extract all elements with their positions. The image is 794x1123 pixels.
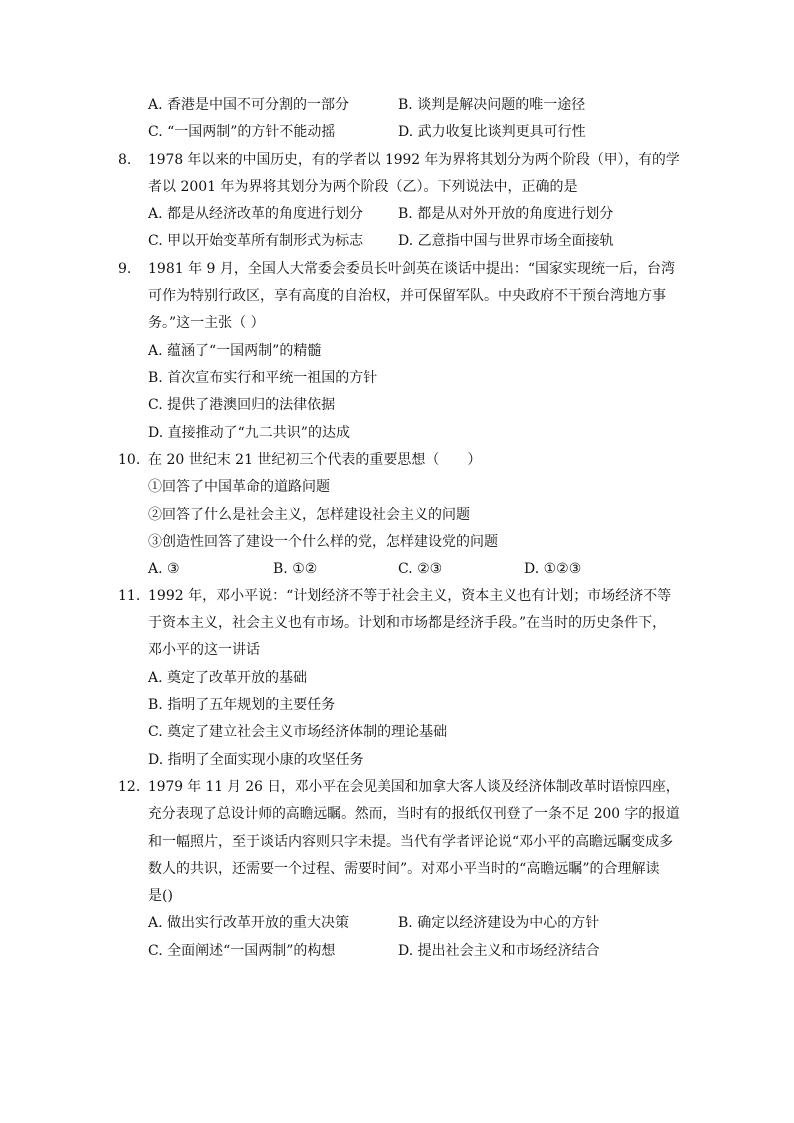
q12-option-b: B. 确定以经济建设为中心的方针 xyxy=(398,915,600,931)
q8-stem-line1: 1978 年以来的中国历史，有的学者以 1992 年为界将其划分为两个阶段（甲），有的学 xyxy=(148,152,680,168)
q8-option-c: C. 甲以开始变革所有制形式为标志 xyxy=(148,233,364,249)
q9-stem-line3: 务。”这一主张（ ） xyxy=(148,315,265,331)
q8-option-a: A. 都是从经济改革的角度进行划分 xyxy=(148,206,364,222)
q11-option-c: C. 奠定了建立社会主义市场经济体制的理论基础 xyxy=(148,724,448,740)
q10-item-2: ②回答了什么是社会主义，怎样建设社会主义的问题 xyxy=(148,507,470,523)
q11-stem-line1: 1992 年，邓小平说：“计划经济不等于社会主义，资本主义也有计划；市场经济不等 xyxy=(148,588,672,604)
q10-option-a: A. ③ xyxy=(148,561,180,577)
q10-option-c: C. ②③ xyxy=(398,561,443,577)
q12-stem-line5: 是() xyxy=(148,888,173,904)
q11-option-a: A. 奠定了改革开放的基础 xyxy=(148,670,308,686)
q12-option-d: D. 提出社会主义和市场经济结合 xyxy=(398,943,600,959)
q11-option-d: D. 指明了全面实现小康的攻坚任务 xyxy=(148,752,364,768)
q9-stem-line1: 1981 年 9 月，全国人大常委会委员长叶剑英在谈话中提出：“国家实现统一后，台湾 xyxy=(148,261,676,277)
q12-number: 12. xyxy=(118,779,141,795)
q11-number: 11. xyxy=(118,588,141,604)
q8-option-b: B. 都是从对外开放的角度进行划分 xyxy=(398,206,614,222)
q8-number: 8. xyxy=(118,152,132,168)
q11-stem-line2: 于资本主义，社会主义也有市场。计划和市场都是经济手段。”在当时的历史条件下， xyxy=(148,615,667,631)
q7-option-b: B. 谈判是解决问题的唯一途径 xyxy=(398,97,586,113)
q9-option-b: B. 首次宣布实行和平统一祖国的方针 xyxy=(148,370,378,386)
q10-item-1: ①回答了中国革命的道路问题 xyxy=(148,479,330,495)
q10-option-d: D. ①②③ xyxy=(524,561,582,577)
q9-option-d: D. 直接推动了“九二共识”的达成 xyxy=(148,425,350,441)
q12-option-a: A. 做出实行改革开放的重大决策 xyxy=(148,915,350,931)
q9-stem-line2: 可作为特别行政区，享有高度的自治权，并可保留军队。中央政府不干预台湾地方事 xyxy=(148,288,666,304)
q7-option-a: A. 香港是中国不可分割的一部分 xyxy=(148,97,350,113)
q8-stem-line2: 者以 2001 年为界将其划分为两个阶段（乙）。下列说法中，正确的是 xyxy=(148,179,578,195)
q12-option-c: C. 全面阐述“一国两制”的构想 xyxy=(148,943,336,959)
q7-option-c: C. “一国两制”的方针不能动摇 xyxy=(148,124,336,140)
q10-option-b: B. ①② xyxy=(273,561,318,577)
q9-option-a: A. 蕴涵了“一国两制”的精髓 xyxy=(148,343,322,359)
q10-stem: 在 20 世纪末 21 世纪初三个代表的重要思想（ ） xyxy=(148,452,482,468)
q11-option-b: B. 指明了五年规划的主要任务 xyxy=(148,697,336,713)
q10-number: 10. xyxy=(118,452,141,468)
q7-option-d: D. 武力收复比谈判更具可行性 xyxy=(398,124,586,140)
q9-number: 9. xyxy=(118,261,132,277)
q12-stem-line3: 和一幅照片，至于谈话内容则只字未提。当代有学者评论说“邓小平的高瞻远瞩变成多 xyxy=(148,834,674,850)
q12-stem-line4: 数人的共识，还需要一个过程、需要时间”。对邓小平当时的“高瞻远瞩”的合理解读 xyxy=(148,861,660,877)
q10-item-3: ③创造性回答了建设一个什么样的党，怎样建设党的问题 xyxy=(148,534,498,550)
q12-stem-line1: 1979 年 11 月 26 日，邓小平在会见美国和加拿大客人谈及经济体制改革时语惊四座， xyxy=(148,779,680,795)
q9-option-c: C. 提供了港澳回归的法律依据 xyxy=(148,397,336,413)
q12-stem-line2: 充分表现了总设计师的高瞻远瞩。然而，当时有的报纸仅刊登了一条不足 200 字的报道 xyxy=(148,806,680,822)
q8-option-d: D. 乙意指中国与世界市场全面接轨 xyxy=(398,233,614,249)
q11-stem-line3: 邓小平的这一讲话 xyxy=(148,642,260,658)
